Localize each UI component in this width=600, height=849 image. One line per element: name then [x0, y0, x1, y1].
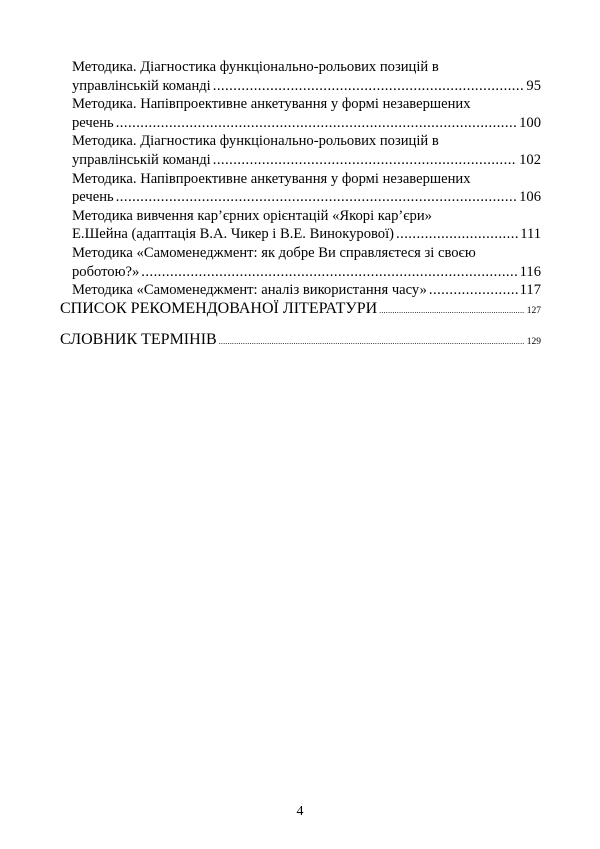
toc-entry-title-line2: роботою?»	[72, 263, 140, 280]
toc-section-page: 129	[526, 337, 541, 347]
toc-entry-title-line1: Методика вивчення кар’єрних орієнтацій «Якорі кар’єри»	[72, 207, 432, 224]
toc-entry-title-line1: Методика. Напівпроективне анкетування у формі незавершених	[72, 170, 471, 187]
toc-entry-page: 100	[519, 114, 541, 131]
toc-entry-title-line1: Методика. Діагностика функціонально-рольових позицій в	[72, 133, 439, 150]
toc-entry-title-line2: управлінській команді	[72, 151, 211, 168]
toc-section-page: 127	[526, 306, 541, 316]
toc-entry[interactable]	[72, 244, 541, 281]
dot-leader	[213, 151, 517, 170]
dot-leader	[379, 300, 525, 318]
dot-leader	[429, 281, 518, 300]
toc-entry-title-line2: речень	[72, 189, 114, 206]
toc-entry-title-line2: Е.Шейна (адаптація В.А. Чикер і В.Е. Винокурової)	[72, 226, 395, 243]
toc-section-title: СЛОВНИК ТЕРМІНІВ	[60, 331, 217, 348]
page-number: 4	[296, 804, 304, 819]
toc-entry-title-line2: речень	[72, 114, 114, 131]
toc-section-title: СПИСОК РЕКОМЕНДОВАНОЇ ЛІТЕРАТУРИ	[60, 300, 378, 317]
toc-entry[interactable]	[72, 207, 541, 244]
toc-entry[interactable]	[72, 95, 541, 132]
toc-entry-title-line1: Методика. Напівпроективне анкетування у формі незавершених	[72, 96, 471, 113]
toc-entry[interactable]	[72, 58, 541, 95]
dot-leader	[141, 263, 517, 282]
toc-entry[interactable]	[72, 170, 541, 207]
dot-leader	[116, 188, 517, 207]
toc-entry-title-line2: управлінській команді	[72, 77, 211, 94]
toc-entry-page: 116	[519, 263, 541, 280]
toc-subentries	[72, 58, 541, 300]
toc-entry[interactable]	[72, 281, 541, 300]
toc-entry-title-line1: Методика «Самоменеджмент: як добре Ви справляєтеся зі своєю	[72, 244, 476, 261]
dot-leader	[116, 114, 517, 133]
toc-entry-page: 102	[519, 151, 541, 168]
toc-main-section-literature[interactable]	[60, 300, 541, 318]
dot-leader	[213, 77, 525, 96]
toc-main-section-glossary[interactable]	[60, 331, 541, 349]
toc-entry-page: 95	[526, 77, 541, 94]
toc-entry-title-line1: Методика. Діагностика функціонально-рольових позицій в	[72, 59, 439, 75]
toc-entry[interactable]	[72, 132, 541, 169]
toc-entry-title: Методика «Самоменеджмент: аналіз використання часу»	[72, 282, 427, 299]
toc-entry-page: 106	[519, 189, 541, 206]
dot-leader	[396, 225, 518, 244]
dot-leader	[219, 331, 525, 349]
toc-entry-page: 117	[519, 282, 541, 299]
toc-entry-page: 111	[520, 226, 541, 243]
